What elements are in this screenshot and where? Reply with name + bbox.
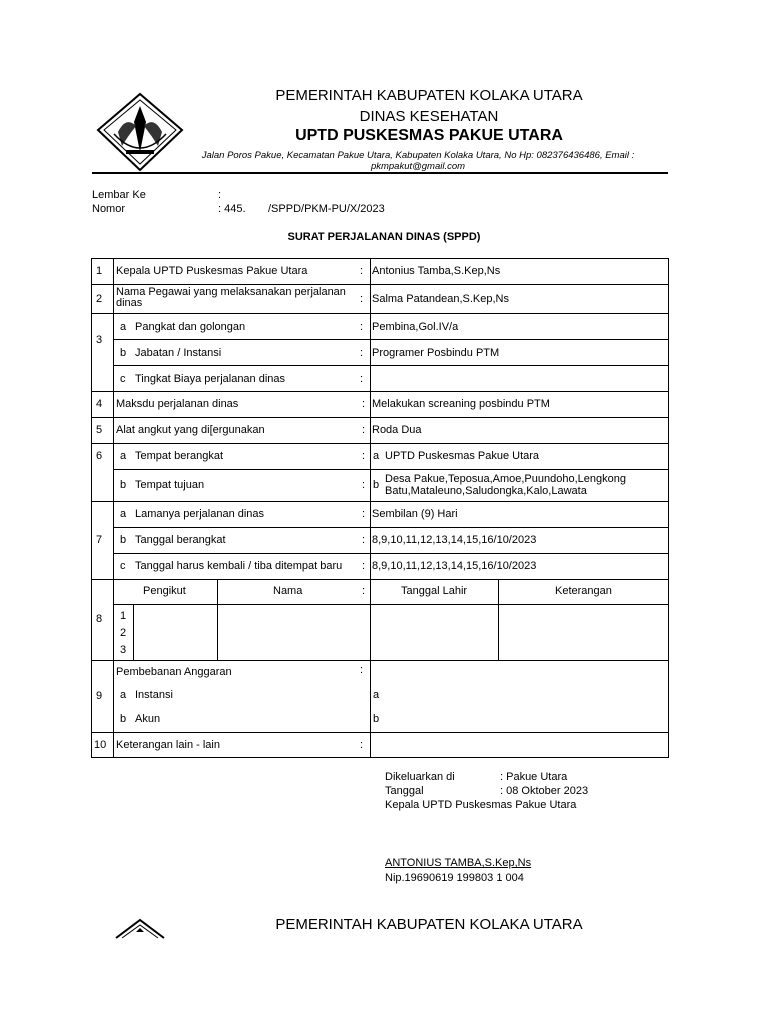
- row6b-colon: :: [362, 479, 366, 491]
- nomor-label: Nomor: [92, 203, 126, 215]
- row3b-value: Programer Posbindu PTM: [372, 347, 500, 359]
- row8-header-pengikut: Pengikut: [143, 585, 186, 597]
- row1-value: Antonius Tamba,S.Kep,Ns: [372, 265, 501, 277]
- row10-number: 10: [94, 739, 107, 751]
- row5-label: Alat angkut yang di[ergunakan: [116, 424, 265, 436]
- row2-label-line1: Nama Pegawai yang melaksanakan perjalanan: [116, 286, 346, 298]
- row3c-colon: :: [360, 373, 364, 385]
- row6b-value-line1: Desa Pakue,Teposua,Amoe,Puundoho,Lengkong: [385, 473, 626, 485]
- row6a-letter: a: [120, 450, 127, 462]
- row10-colon: :: [360, 739, 364, 751]
- row6b-label: Tempat tujuan: [135, 479, 205, 491]
- row5-colon: :: [362, 424, 366, 436]
- row10-label: Keterangan lain - lain: [116, 739, 220, 751]
- row3a-letter: a: [120, 321, 127, 333]
- row3-number: 3: [96, 334, 103, 346]
- row3a-value: Pembina,Gol.IV/a: [372, 321, 459, 333]
- header-address-line1: Jalan Poros Pakue, Kecamatan Pakue Utara, Kabupaten Kolaka Utara, No Hp: 082376436486, Email :: [201, 150, 635, 161]
- row6b-letter: b: [120, 479, 127, 491]
- issued-label: Dikeluarkan di: [385, 771, 455, 783]
- row8-header-keterangan: Keterangan: [555, 585, 612, 597]
- row8-header-nama: Nama: [273, 585, 303, 597]
- row7b-colon: :: [362, 534, 366, 546]
- row9a-letter: a: [120, 689, 127, 701]
- row7a-letter: a: [120, 508, 127, 520]
- row7a-label: Lamanya perjalanan dinas: [135, 508, 265, 520]
- row1-colon: :: [360, 265, 364, 277]
- row1-label: Kepala UPTD Puskesmas Pakue Utara: [116, 265, 308, 277]
- header-divider: [92, 172, 668, 174]
- row7a-value: Sembilan (9) Hari: [372, 508, 458, 520]
- header-government: PEMERINTAH KABUPATEN KOLAKA UTARA: [275, 87, 583, 104]
- signer-position: Kepala UPTD Puskesmas Pakue Utara: [385, 799, 577, 811]
- row3c-letter: c: [120, 373, 126, 385]
- row9-colon: :: [360, 664, 364, 676]
- row6a-label: Tempat berangkat: [135, 450, 224, 462]
- row8-follower-1: 1: [120, 610, 127, 622]
- date-value: : 08 Oktober 2023: [500, 785, 589, 797]
- row4-value: Melakukan screaning posbindu PTM: [372, 398, 550, 410]
- row1-number: 1: [96, 265, 103, 277]
- row7c-label: Tanggal harus kembali / tiba ditempat baru: [135, 560, 343, 572]
- row9b-letter: b: [120, 713, 127, 725]
- row8-header-colon: :: [362, 585, 366, 597]
- row7b-value: 8,9,10,11,12,13,14,15,16/10/2023: [372, 534, 537, 546]
- row8-number: 8: [96, 613, 103, 625]
- row6b-value-line2: Batu,Mataleuno,Saludongka,Kalo,Lawata: [385, 485, 587, 497]
- row4-colon: :: [362, 398, 366, 410]
- row8-follower-2: 2: [120, 627, 127, 639]
- row2-value: Salma Patandean,S.Kep,Ns: [372, 293, 509, 305]
- row9-label: Pembebanan Anggaran: [116, 666, 232, 678]
- row9b-value-letter: b: [373, 713, 380, 725]
- row2-label-line2: dinas: [116, 297, 143, 309]
- row8-header-tanggal-lahir: Tanggal Lahir: [401, 585, 468, 597]
- row6a-value-letter: a: [373, 450, 380, 462]
- row9b-label: Akun: [135, 713, 161, 725]
- row4-number: 4: [96, 398, 103, 410]
- row3b-label: Jabatan / Instansi: [135, 347, 222, 359]
- row9-number: 9: [96, 690, 103, 702]
- row6b-value-letter: b: [373, 479, 380, 491]
- row8-follower-3: 3: [120, 644, 127, 656]
- row3c-label: Tingkat Biaya perjalanan dinas: [135, 373, 286, 385]
- row4-label: Maksdu perjalanan dinas: [116, 398, 239, 410]
- row7-number: 7: [96, 534, 103, 546]
- row7c-letter: c: [120, 560, 126, 572]
- row6-number: 6: [96, 450, 103, 462]
- row9a-value-letter: a: [373, 689, 380, 701]
- date-label: Tanggal: [385, 785, 424, 797]
- row7c-colon: :: [362, 560, 366, 572]
- document-title: SURAT PERJALANAN DINAS (SPPD): [287, 231, 481, 243]
- header-department: DINAS KESEHATAN: [359, 108, 499, 125]
- signer-name: ANTONIUS TAMBA,S.Kep,Ns: [385, 857, 532, 869]
- row6a-colon: :: [362, 450, 366, 462]
- header-unit: UPTD PUSKESMAS PAKUE UTARA: [295, 127, 563, 144]
- row9a-label: Instansi: [135, 689, 173, 701]
- nomor-prefix: : 445.: [218, 203, 246, 215]
- row7b-label: Tanggal berangkat: [135, 534, 226, 546]
- next-page-header-government: PEMERINTAH KABUPATEN KOLAKA UTARA: [275, 916, 583, 933]
- row3a-label: Pangkat dan golongan: [135, 321, 246, 333]
- header-address-line2: pkmpakut@gmail.com: [370, 161, 466, 172]
- issued-value: : Pakue Utara: [500, 771, 568, 783]
- signer-nip: Nip.19690619 199803 1 004: [385, 872, 524, 884]
- row3a-colon: :: [360, 321, 364, 333]
- row7b-letter: b: [120, 534, 127, 546]
- nomor-suffix: /SPPD/PKM-PU/X/2023: [268, 203, 385, 215]
- lembar-colon: :: [218, 189, 222, 201]
- row7c-value: 8,9,10,11,12,13,14,15,16/10/2023: [372, 560, 537, 572]
- lembar-label: Lembar Ke: [92, 189, 146, 201]
- row6a-value: UPTD Puskesmas Pakue Utara: [385, 450, 540, 462]
- row3b-letter: b: [120, 347, 127, 359]
- row7a-colon: :: [362, 508, 366, 520]
- row5-value: Roda Dua: [372, 424, 422, 436]
- row2-number: 2: [96, 293, 103, 305]
- row3b-colon: :: [360, 347, 364, 359]
- row2-colon: :: [360, 293, 364, 305]
- row5-number: 5: [96, 424, 103, 436]
